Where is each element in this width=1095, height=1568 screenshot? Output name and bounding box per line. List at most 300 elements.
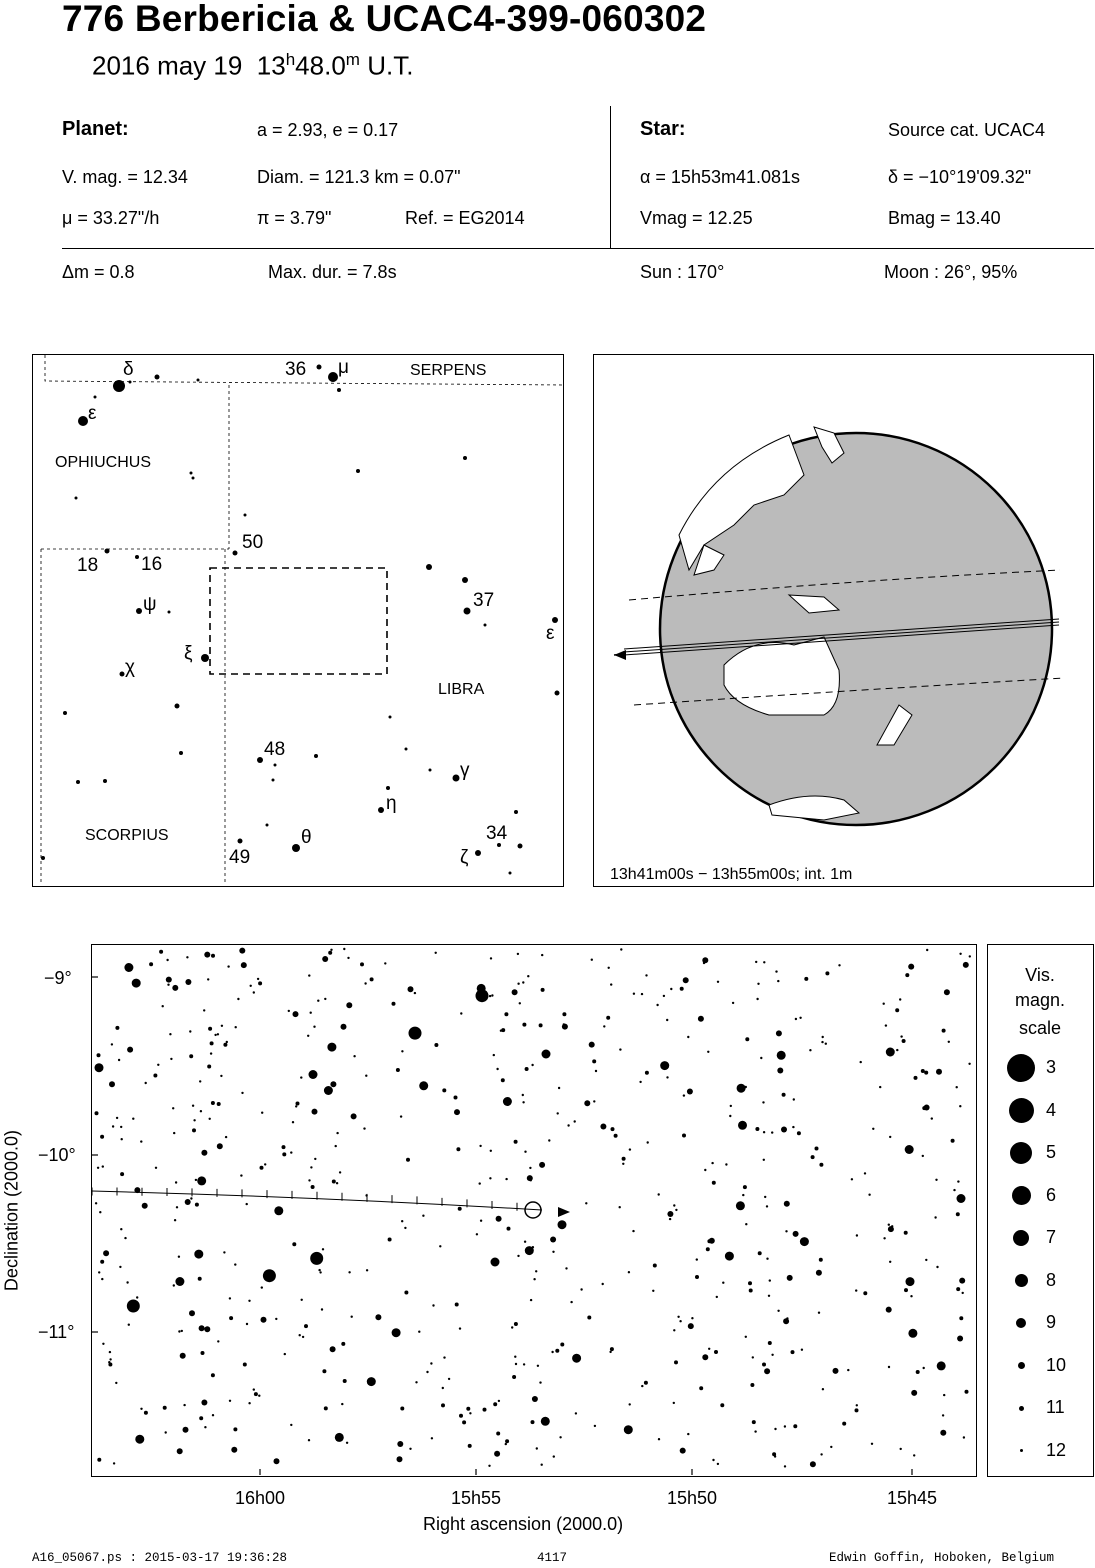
field-star: [762, 1101, 764, 1103]
field-star: [548, 1139, 550, 1141]
field-star: [100, 1135, 104, 1139]
field-star: [895, 1008, 899, 1012]
field-star: [254, 1392, 258, 1396]
field-star: [904, 1288, 908, 1292]
field-star: [708, 1348, 710, 1350]
field-star: [670, 988, 672, 990]
field-star: [336, 1132, 338, 1134]
field-star: [198, 1277, 202, 1281]
field-star: [409, 1027, 422, 1040]
field-star: [629, 1403, 631, 1405]
field-star: [766, 1205, 768, 1207]
field-star: [217, 1033, 219, 1035]
field-star: [217, 1102, 221, 1106]
field-star: [327, 1043, 336, 1052]
scale-dot: [1012, 1186, 1031, 1205]
planet-vmag: V. mag. = 12.34: [62, 167, 188, 187]
field-star: [541, 954, 543, 956]
sun-elongation: Sun : 170°: [640, 262, 725, 282]
field-star: [132, 1118, 134, 1120]
field-star: [240, 1174, 242, 1176]
field-star: [174, 1219, 176, 1221]
field-star: [173, 1132, 175, 1134]
field-star: [322, 1369, 326, 1373]
field-star: [691, 1317, 693, 1319]
field-star: [144, 1411, 148, 1415]
field-star: [953, 1189, 955, 1191]
field-star: [120, 1228, 122, 1230]
field-star: [172, 985, 178, 991]
field-star: [229, 1316, 233, 1320]
field-star: [120, 1126, 122, 1128]
field-star: [233, 1427, 237, 1431]
field-star: [243, 1363, 247, 1367]
field-star: [652, 1290, 654, 1292]
field-star: [514, 1356, 516, 1358]
field-star: [758, 1251, 762, 1255]
field-star: [555, 1349, 559, 1353]
field-star: [943, 1394, 945, 1396]
field-star: [229, 1400, 231, 1402]
field-star: [293, 1011, 299, 1017]
field-star: [353, 1055, 355, 1057]
field-star: [754, 1430, 756, 1432]
field-star: [818, 1312, 820, 1314]
field-star: [507, 1227, 511, 1231]
field-star: [942, 1029, 946, 1033]
field-star: [963, 1436, 965, 1438]
field-star: [292, 1242, 296, 1246]
field-star: [248, 1300, 250, 1302]
field-star: [310, 1166, 312, 1168]
field-star: [533, 1278, 535, 1280]
field-star: [339, 1171, 341, 1173]
field-star: [458, 1207, 462, 1211]
field-star: [825, 1043, 827, 1045]
field-star: [503, 1097, 512, 1106]
field-star: [351, 1316, 353, 1318]
field-star: [522, 1023, 526, 1027]
field-star: [136, 1296, 138, 1298]
field-star: [529, 1167, 531, 1169]
field-star: [217, 1143, 223, 1149]
field-star: [165, 1431, 167, 1433]
field-star: [178, 1330, 180, 1332]
field-star: [531, 1064, 533, 1066]
field-star: [682, 1134, 686, 1138]
field-star: [712, 1459, 714, 1461]
field-star: [821, 1041, 823, 1043]
field-star: [430, 1362, 432, 1364]
footer-file: A16_05067.ps : 2015-03-17 19:36:28: [32, 1551, 288, 1565]
field-star: [119, 1266, 121, 1268]
field-star: [922, 1106, 926, 1110]
field-star: [95, 1063, 104, 1072]
field-star: [346, 1002, 352, 1008]
field-star: [736, 1201, 745, 1210]
field-star: [825, 971, 829, 975]
field-star: [102, 1343, 104, 1345]
field-star: [830, 1446, 832, 1448]
scale-dot: [1010, 1142, 1032, 1164]
field-star: [595, 1070, 597, 1072]
field-star: [517, 983, 519, 985]
field-star: [189, 1054, 193, 1058]
field-star: [675, 1209, 677, 1211]
field-star: [241, 1092, 243, 1094]
field-star: [505, 1178, 507, 1180]
field-star: [460, 1012, 462, 1014]
field-star: [157, 1064, 159, 1066]
field-star: [757, 983, 759, 985]
field-star: [864, 1172, 866, 1174]
field-star: [717, 1463, 719, 1465]
y-axis-label: Declination (2000.0): [1, 1129, 22, 1292]
field-star: [667, 1211, 673, 1217]
field-star: [619, 1048, 621, 1050]
field-star: [120, 1172, 124, 1176]
field-star: [163, 1406, 167, 1410]
field-star: [722, 1282, 724, 1284]
field-star: [784, 1465, 786, 1467]
field-star: [793, 1424, 797, 1428]
field-star: [409, 1448, 411, 1450]
field-star: [111, 1043, 113, 1045]
field-star: [680, 987, 684, 991]
field-star: [346, 1442, 348, 1444]
field-star: [699, 1386, 703, 1390]
field-star: [674, 1360, 678, 1364]
scale-title-1: Vis.: [1025, 965, 1055, 985]
field-star: [126, 1281, 128, 1283]
field-star: [745, 1086, 747, 1088]
field-star: [644, 1381, 648, 1385]
field-star: [479, 1182, 481, 1184]
field-star: [241, 962, 247, 968]
svg-text:θ: θ: [301, 827, 312, 848]
field-star: [264, 1163, 266, 1165]
finder-chart-svg: [33, 355, 562, 885]
scale-dot: [1007, 1054, 1035, 1082]
field-star: [748, 1281, 752, 1285]
field-star: [811, 1155, 815, 1159]
star-chart: [91, 944, 977, 1477]
field-star: [261, 1112, 263, 1114]
field-star: [324, 1086, 333, 1095]
field-star: [512, 989, 518, 995]
field-star: [175, 1277, 184, 1286]
field-star: [519, 1002, 521, 1004]
field-star: [396, 1068, 400, 1072]
field-star: [404, 1227, 406, 1229]
field-star: [208, 1027, 212, 1031]
field-star: [347, 957, 349, 959]
field-star: [963, 962, 969, 968]
field-star: [514, 1322, 518, 1326]
field-star: [95, 1111, 99, 1115]
field-star: [660, 1061, 669, 1070]
field-star: [628, 1271, 630, 1273]
field-star: [570, 1301, 572, 1303]
field-star: [142, 1203, 148, 1209]
svg-text:LIBRA: LIBRA: [438, 681, 485, 698]
field-star: [479, 1145, 481, 1147]
field-star: [956, 1287, 960, 1291]
field-star: [809, 1049, 811, 1051]
field-star: [896, 1049, 898, 1051]
field-star: [641, 993, 643, 995]
field-star: [567, 1124, 569, 1126]
xtick-label: 15h45: [887, 1488, 938, 1508]
max-duration: Max. dur. = 7.8s: [268, 262, 397, 282]
field-star: [263, 1269, 276, 1282]
field-star: [552, 1251, 554, 1253]
field-star: [496, 1432, 500, 1436]
field-star: [725, 1163, 727, 1165]
field-star: [965, 1390, 969, 1394]
field-star: [784, 1201, 790, 1207]
star-ra: α = 15h53m41.081s: [640, 167, 801, 187]
field-star: [99, 1211, 101, 1213]
field-star: [318, 1269, 320, 1271]
field-star: [934, 1216, 936, 1218]
field-star: [749, 1289, 753, 1293]
field-star: [539, 1381, 541, 1383]
field-star: [924, 1071, 928, 1075]
field-star: [633, 993, 635, 995]
field-star: [750, 1383, 754, 1387]
field-star: [365, 1075, 367, 1077]
field-star: [121, 1138, 123, 1140]
field-star: [558, 1087, 560, 1089]
field-star: [687, 1433, 689, 1435]
field-star: [879, 1086, 881, 1088]
field-star: [632, 1230, 634, 1232]
star-source-catalog: Source cat. UCAC4: [888, 120, 1046, 140]
field-star: [768, 1295, 770, 1297]
field-star: [550, 1237, 556, 1243]
field-star: [490, 957, 492, 959]
field-star: [847, 1369, 849, 1371]
field-star: [820, 1453, 822, 1455]
field-star: [785, 1230, 787, 1232]
field-star: [899, 998, 901, 1000]
field-star: [501, 1078, 505, 1082]
field-star: [183, 1427, 189, 1433]
field-star: [288, 1010, 290, 1012]
field-star: [308, 1179, 310, 1181]
field-star: [312, 1109, 318, 1115]
field-star: [777, 1068, 783, 1074]
field-star: [525, 1067, 529, 1071]
field-star: [124, 1237, 126, 1239]
field-star: [752, 1356, 754, 1358]
field-star: [419, 1081, 428, 1090]
field-star: [210, 1041, 214, 1045]
field-star: [624, 1425, 633, 1434]
field-star: [324, 998, 326, 1000]
scale-mag-label: 7: [1046, 1227, 1057, 1247]
field-star: [883, 1003, 885, 1005]
page-title: 776 Berbericia & UCAC4-399-060302: [62, 0, 707, 39]
field-star: [173, 1284, 175, 1286]
svg-text:34: 34: [486, 823, 508, 844]
field-star: [542, 1050, 551, 1059]
field-star: [732, 1002, 734, 1004]
field-star: [220, 1075, 222, 1077]
field-star: [397, 1456, 403, 1462]
field-star: [784, 1425, 786, 1427]
field-star: [606, 1016, 610, 1020]
field-star: [645, 974, 647, 976]
field-star: [822, 1036, 824, 1038]
planet-parallax: π = 3.79": [257, 208, 332, 228]
field-star: [189, 1310, 195, 1316]
field-star: [489, 1177, 491, 1179]
field-star: [683, 977, 689, 983]
field-star: [855, 1289, 857, 1291]
field-star: [310, 1012, 312, 1014]
star-bmag: Bmag = 13.40: [888, 208, 1001, 228]
field-star: [783, 1318, 789, 1324]
field-star: [645, 1071, 649, 1075]
field-star: [782, 1093, 786, 1097]
field-star: [204, 1326, 210, 1332]
field-star: [816, 1270, 822, 1276]
field-star: [658, 1193, 660, 1195]
field-star: [493, 1402, 497, 1406]
field-star: [762, 1363, 766, 1367]
field-star: [124, 963, 133, 972]
ytick-label: −9°: [44, 968, 72, 988]
field-star: [833, 1368, 839, 1374]
field-star: [669, 1218, 671, 1220]
field-star: [541, 988, 545, 992]
field-star: [522, 1094, 524, 1096]
field-star: [763, 1131, 765, 1133]
field-star: [203, 1009, 205, 1011]
field-star: [683, 1094, 685, 1096]
field-star: [611, 1127, 615, 1131]
field-star: [755, 961, 757, 963]
field-star: [375, 1314, 381, 1320]
field-star: [962, 1292, 964, 1294]
field-star: [886, 1048, 895, 1057]
field-star: [763, 961, 765, 963]
field-star: [948, 1041, 950, 1043]
field-star: [341, 1024, 347, 1030]
field-star: [696, 1258, 698, 1260]
field-star: [819, 1258, 823, 1262]
field-star: [673, 1402, 675, 1404]
field-star: [799, 1017, 801, 1019]
field-star: [585, 1202, 587, 1204]
field-star: [274, 1458, 280, 1464]
field-star: [904, 1231, 908, 1235]
field-star: [889, 1136, 891, 1138]
field-star: [260, 1166, 264, 1170]
x-axis-label: Right ascension (2000.0): [423, 1514, 624, 1534]
field-star: [456, 1147, 460, 1151]
svg-text:μ: μ: [338, 357, 349, 378]
field-star: [804, 977, 808, 981]
field-star: [801, 1349, 803, 1351]
field-star: [530, 1179, 532, 1181]
field-star: [797, 1131, 801, 1135]
field-star: [290, 1424, 292, 1426]
field-star: [838, 964, 840, 966]
field-star: [673, 1329, 675, 1331]
field-star: [926, 949, 928, 951]
field-star: [815, 1147, 819, 1151]
field-star: [302, 1336, 304, 1338]
field-star: [246, 1203, 248, 1205]
field-star: [935, 1179, 937, 1181]
field-star: [777, 1310, 779, 1312]
field-star: [466, 1407, 470, 1411]
field-star: [959, 1316, 963, 1320]
field-star: [234, 1263, 236, 1265]
field-star: [282, 1145, 286, 1149]
field-star: [916, 1370, 920, 1374]
field-star: [530, 1299, 532, 1301]
orbit-reference: Ref. = EG2014: [405, 208, 525, 228]
scale-dot: [1020, 1449, 1023, 1452]
info-divider: [610, 106, 611, 248]
field-star: [190, 1197, 192, 1199]
field-star: [183, 1404, 185, 1406]
event-time: 2016 may 19 13$^h$48.0$^m$ U.T.: [92, 50, 414, 81]
field-star: [951, 1139, 955, 1143]
field-star: [872, 1128, 874, 1130]
field-star: [647, 1141, 649, 1143]
field-star: [695, 1275, 699, 1279]
field-star: [332, 1180, 336, 1184]
field-star: [328, 951, 332, 955]
field-star: [743, 1185, 747, 1189]
field-star: [223, 1251, 225, 1253]
scale-title-2: magn.: [1014, 990, 1066, 1010]
field-star: [439, 1245, 441, 1247]
field-star: [172, 1107, 174, 1109]
field-star: [729, 1115, 731, 1117]
field-star: [565, 1267, 567, 1269]
field-star: [572, 1354, 581, 1363]
field-star: [304, 1324, 308, 1328]
magnitude-scale: [987, 944, 1094, 1477]
field-star: [673, 1204, 675, 1206]
field-star: [95, 1202, 97, 1204]
field-star: [511, 1326, 513, 1328]
field-star: [764, 1368, 770, 1374]
field-star: [311, 1185, 315, 1189]
field-star: [176, 1206, 178, 1208]
field-star: [400, 1407, 404, 1411]
field-star: [480, 1220, 482, 1222]
field-star: [527, 975, 529, 977]
field-star: [557, 1112, 559, 1114]
field-star: [459, 1414, 463, 1418]
field-star: [711, 1162, 713, 1164]
field-star: [162, 1005, 164, 1007]
field-star: [913, 1454, 915, 1456]
field-star: [593, 1100, 595, 1102]
field-star: [603, 1025, 605, 1027]
field-star: [535, 1270, 537, 1272]
field-star: [515, 1363, 517, 1365]
field-star: [522, 1101, 524, 1103]
field-star: [310, 1252, 323, 1265]
